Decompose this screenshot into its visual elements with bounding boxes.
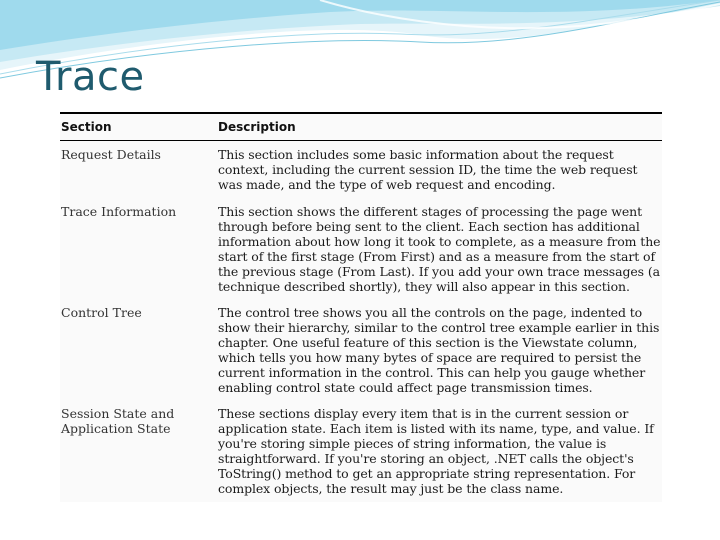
table-row: [60, 406, 662, 502]
slide-title: Trace: [36, 54, 145, 100]
table-row: [60, 305, 662, 399]
table-row: [60, 204, 662, 298]
table-header-row: [60, 114, 662, 140]
row-section-name: Session State and Application State: [61, 406, 175, 436]
row-section-name: Trace Information: [61, 204, 177, 219]
trace-sections-table: [60, 112, 662, 502]
row-section-name: Control Tree: [61, 305, 142, 320]
column-header-section: Section: [61, 120, 112, 134]
row-description: This section includes some basic information about the request context, including the current session ID, the time the web request was made, and the type of web request and encoding.: [218, 147, 638, 192]
row-description: This section shows the different stages of processing the page went through before being sent to the client. Each section has additional information about how long it took to complete, as a measure from the start of the first stage (From First) and as a measure from the start of the previous stage (From Last). If you add your own trace messages (a technique described shortly), they will also appear in this section.: [218, 204, 661, 294]
table-header-rule: [60, 140, 662, 141]
row-description: These sections display every item that is in the current session or application state. Each item is listed with its name, type, and value. If you're storing simple pieces of string information, the value is straightforward. If you're storing an object, .NET calls the object's ToString() method to get an appropriate string representation. For complex objects, the result may just be the class name.: [218, 406, 654, 496]
row-description: The control tree shows you all the controls on the page, indented to show their hierarchy, similar to the control tree example earlier in this chapter. One useful feature of this section is the Viewstate column, which tells you how many bytes of space are required to persist the current information in the control. This can help you gauge whether enabling control state could affect page transmission times.: [218, 305, 660, 395]
table-row: [60, 147, 662, 197]
column-header-description: Description: [218, 120, 296, 134]
row-section-name: Request Details: [61, 147, 161, 162]
